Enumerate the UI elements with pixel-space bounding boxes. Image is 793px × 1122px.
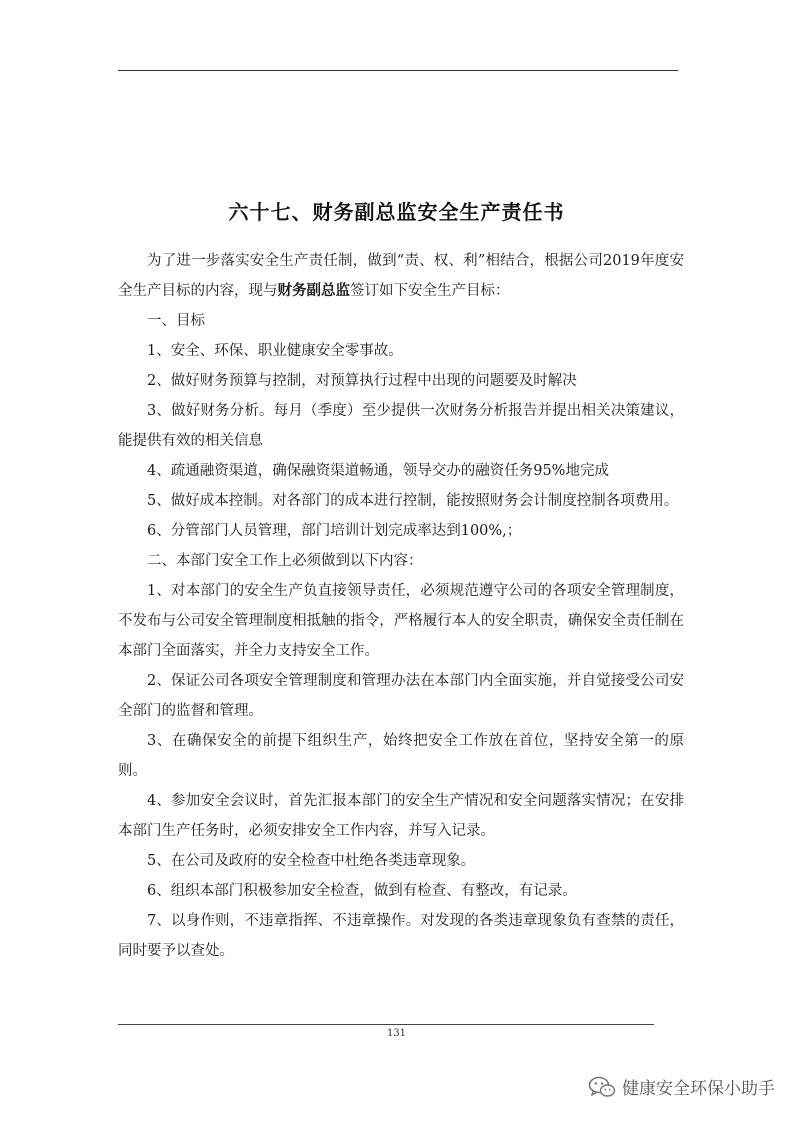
duty-item: 2、保证公司各项安全管理制度和管理办法在本部门内全面实施，并自觉接受公司安全部门的监督和管理。	[118, 673, 684, 719]
goal-item: 5、做好成本控制。对各部门的成本进行控制，能按照财务会计制度控制各项费用。	[147, 493, 679, 509]
watermark-text: 健康安全环保小助手	[622, 1079, 775, 1099]
watermark	[588, 1074, 775, 1099]
duty-item: 1、对本部门的安全生产负直接领导责任，必须规范遵守公司的各项安全管理制度，不发布与公司安全管理制度相抵触的指令，严格履行本人的安全职责，确保安全责任制在本部门全面落实，并全力支持安全工作。	[118, 583, 684, 659]
duty-item: 3、在确保安全的前提下组织生产，始终把安全工作放在首位，坚持安全第一的原则。	[118, 733, 684, 779]
intro-text-before: 为了进一步落实安全生产责任制，做到“责、权、利”相结合，根据公司2019年度安全生产目标的内容，现与	[118, 253, 684, 299]
wechat-icon	[588, 1075, 616, 1099]
intro-bold-role: 财务副总监	[277, 283, 350, 299]
footer-rule	[118, 1024, 654, 1025]
duty-item: 7、以身作则，不违章指挥、不违章操作。对发现的各类违章现象负有查禁的责任，同时要予以查处。	[118, 913, 684, 959]
intro-paragraph	[118, 246, 684, 306]
duty-item: 5、在公司及政府的安全检查中杜绝各类违章现象。	[147, 853, 476, 869]
intro-text-after: 签订如下安全生产目标：	[350, 283, 510, 299]
section-heading-duties: 二、本部门安全工作上必须做到以下内容：	[147, 553, 423, 569]
duty-item: 4、参加安全会议时，首先汇报本部门的安全生产情况和安全问题落实情况；在安排本部门生产任务时，必须安排安全工作内容，并写入记录。	[118, 793, 684, 839]
goal-item: 2、做好财务预算与控制，对预算执行过程中出现的问题要及时解决	[147, 373, 577, 389]
goal-item: 1、安全、环保、职业健康安全零事故。	[147, 343, 403, 359]
duty-item: 6、组织本部门积极参加安全检查，做到有检查、有整改，有记录。	[147, 883, 577, 899]
section-heading-goals: 一、目标	[147, 313, 205, 329]
header-rule	[118, 70, 678, 71]
page-number: 131	[386, 1028, 407, 1039]
goal-item: 6、分管部门人员管理，部门培训计划完成率达到100%,；	[147, 523, 522, 539]
document-body	[118, 246, 684, 966]
document-title: 六十七、财务副总监安全生产责任书	[228, 200, 565, 224]
goal-item: 3、做好财务分析。每月（季度）至少提供一次财务分析报告并提出相关决策建议，能提供有效的相关信息	[118, 403, 684, 449]
goal-item: 4、疏通融资渠道，确保融资渠道畅通，领导交办的融资任务95%地完成	[147, 463, 609, 479]
